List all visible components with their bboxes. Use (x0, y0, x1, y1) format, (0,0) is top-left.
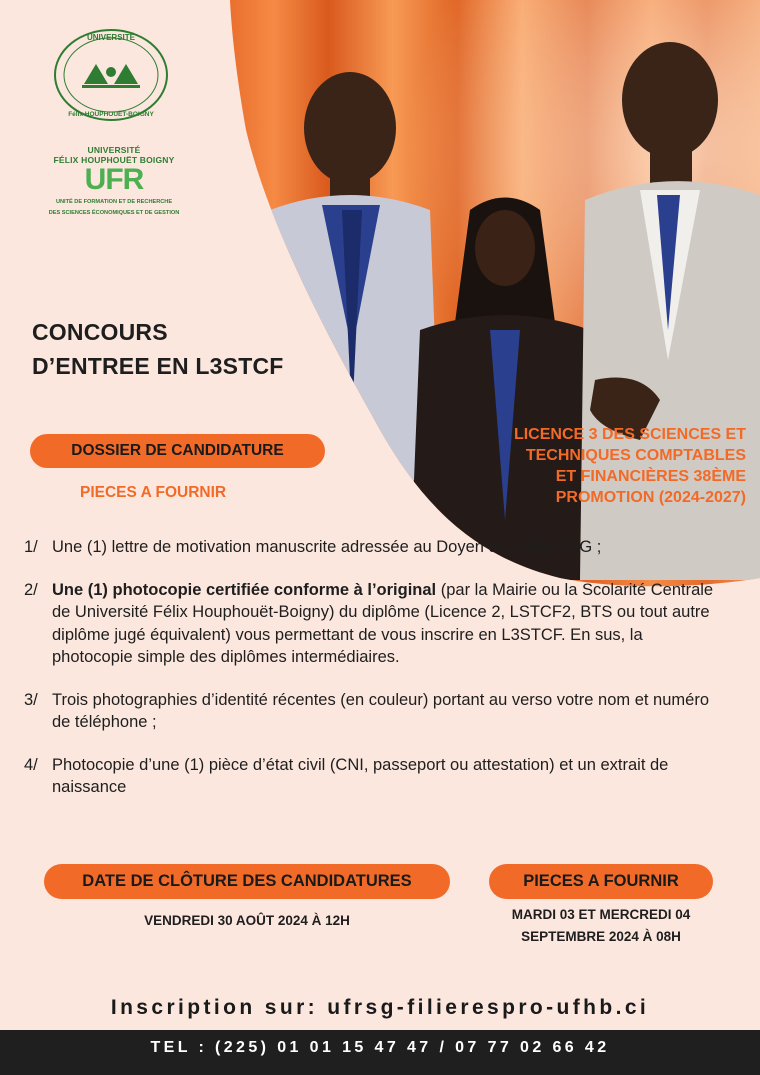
ufr-logo (44, 145, 184, 217)
pieces-deposit-date (470, 904, 732, 948)
pieces-deposit-date-line-1: MARDI 03 ET MERCREDI 04 (511, 907, 691, 922)
title-line-2: D’ENTREE EN L3STCF (32, 353, 284, 379)
cloture-badge: DATE DE CLÔTURE DES CANDIDATURES (44, 864, 450, 899)
list-item-number: 2/ (24, 580, 38, 599)
list-item (24, 754, 744, 799)
svg-text:UNIVERSITÉ: UNIVERSITÉ (86, 33, 136, 42)
title-line-1: CONCOURS (32, 319, 168, 345)
licence-line-2: TECHNIQUES COMPTABLES (525, 447, 746, 464)
ufr-university-name: FÉLIX HOUPHOUËT BOIGNY (53, 155, 175, 165)
svg-text:Félix HOUPHOUËT-BOIGNY: Félix HOUPHOUËT-BOIGNY (68, 111, 154, 118)
ufr-description-1: UNITÉ DE FORMATION ET DE RECHERCHE (55, 199, 173, 205)
list-item-text: Une (1) lettre de motivation manuscrite adressée au Doyen de l’UFR SEG ; (52, 538, 602, 556)
cloture-date: VENDREDI 30 AOÛT 2024 À 12H (144, 913, 350, 928)
licence-line-3: ET FINANCIÈRES 38ÈME (555, 468, 746, 485)
list-item (24, 579, 744, 669)
page-title (32, 315, 284, 383)
dossier-badge: DOSSIER DE CANDIDATURE (30, 434, 325, 468)
pieces-heading: PIECES A FOURNIR (80, 484, 227, 501)
list-item-text: Trois photographies d’identité récentes (en couleur) portant au verso votre nom et numéro de téléphone ; (52, 690, 709, 731)
ufr-university-label: UNIVERSITÉ (87, 145, 141, 155)
pieces-deposit-badge: PIECES A FOURNIR (489, 864, 713, 899)
licence-headline (420, 424, 746, 508)
university-seal-logo (52, 26, 170, 124)
licence-line-4: PROMOTION (2024-2027) (555, 489, 746, 506)
list-item (24, 689, 744, 734)
pieces-deposit-date-line-2: SEPTEMBRE 2024 À 08H (521, 929, 681, 944)
phone-numbers: TEL : (225) 01 01 15 47 47 / 07 77 02 66 42 (150, 1039, 610, 1056)
ufr-wordmark: UFR (84, 163, 144, 196)
list-item-number: 4/ (24, 755, 38, 774)
ufr-description-2: DES SCIENCES ÉCONOMIQUES ET DE GESTION (48, 210, 180, 216)
list-item-text: Photocopie d’une (1) pièce d’état civil (CNI, passeport ou attestation) et un extrait de naissance (52, 755, 669, 796)
list-item-text: Une (1) photocopie certifiée conforme à l’original (par la Mairie ou la Scolarité Centrale de Université Félix Houphouët-Boigny) du diplôme (Licence 2, LSTCF2, BTS ou tout autre diplôme jugé équivalent) vous permettant de vous inscrire en L3STCF. En sus, la photocopie simple des diplômes intermédiaires. (52, 580, 714, 666)
list-item-number: 1/ (24, 538, 38, 556)
inscription-link[interactable]: Inscription sur: ufrsg-filierespro-ufhb.ci (110, 996, 650, 1019)
list-item (24, 536, 744, 559)
requirements-list (24, 536, 744, 819)
list-item-number: 3/ (24, 690, 38, 709)
licence-line-1: LICENCE 3 DES SCIENCES ET (513, 426, 746, 443)
